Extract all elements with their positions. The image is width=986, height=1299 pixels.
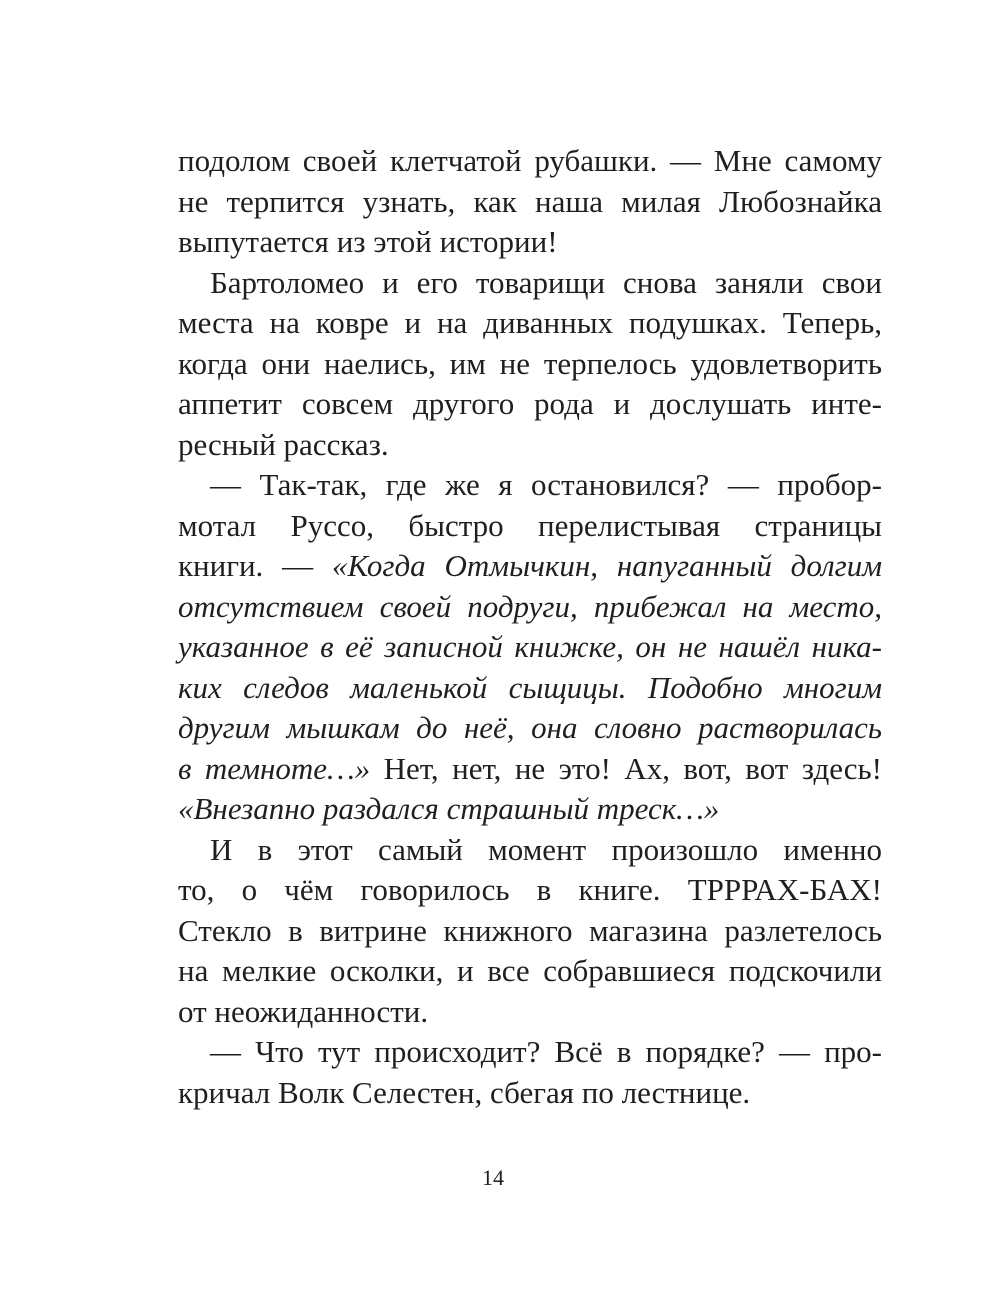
text-line: мотал Руссо, быстро перелистывая страницы [178, 507, 882, 543]
quoted-text-segment: «Когда Отмычкин, напуганный долгим [332, 548, 882, 583]
text-line: на мелкие осколки, и все собравшиеся подскочили [178, 953, 882, 988]
quoted-text-segment: в темноте…» [178, 750, 371, 786]
text-line: И в этот самый момент произошло именно [210, 831, 882, 867]
text-line: выпутается из этой истории! [178, 224, 558, 259]
text-line: то, о чём говорилось в книге. ТРРРАХ-БАХ! [178, 872, 882, 907]
quoted-text-line: отсутствием своей подруги, прибежал на место, [178, 588, 882, 624]
text-line: аппетит совсем другого рода и дослушать инте- [178, 386, 882, 421]
text-line: Бартоломео и его товарищи снова заняли свои [210, 264, 882, 300]
body-text [178, 141, 882, 1113]
text-line: от неожиданности. [178, 993, 429, 1029]
text-line: подолом своей клетчатой рубашки. — Мне самому [178, 143, 882, 178]
text-line-mixed [178, 749, 882, 790]
text-line: Стекло в витрине книжного магазина разлетелось [178, 912, 882, 948]
quoted-text-line: «Внезапно раздался страшный треск…» [178, 791, 720, 826]
text-line: места на ковре и на диванных подушках. Теперь, [178, 305, 882, 340]
quoted-text-line: другим мышкам до неё, она словно растворилась [178, 710, 882, 745]
text-segment: книги. — [178, 548, 332, 583]
text-segment: Нет, нет, не это! Ах, вот, вот здесь! [370, 750, 882, 786]
text-line-mixed [178, 546, 882, 587]
text-line: когда они наелись, им не терпелось удовлетворить [178, 345, 882, 381]
text-line: не терпится узнать, как наша милая Любознайка [178, 183, 882, 219]
quoted-text-line: ких следов маленькой сыщицы. Подобно многим [178, 669, 882, 705]
text-line: кричал Волк Селестен, сбегая по лестнице. [178, 1074, 751, 1110]
text-line: — Что тут происходит? Всё в порядке? — про- [210, 1034, 882, 1069]
page-number: 14 [482, 1165, 504, 1190]
text-line: ресный рассказ. [178, 426, 389, 462]
quoted-text-line: указанное в её записной книжке, он не нашёл ника- [178, 629, 882, 664]
text-line: — Так-так, где же я остановился? — пробор- [210, 467, 882, 502]
